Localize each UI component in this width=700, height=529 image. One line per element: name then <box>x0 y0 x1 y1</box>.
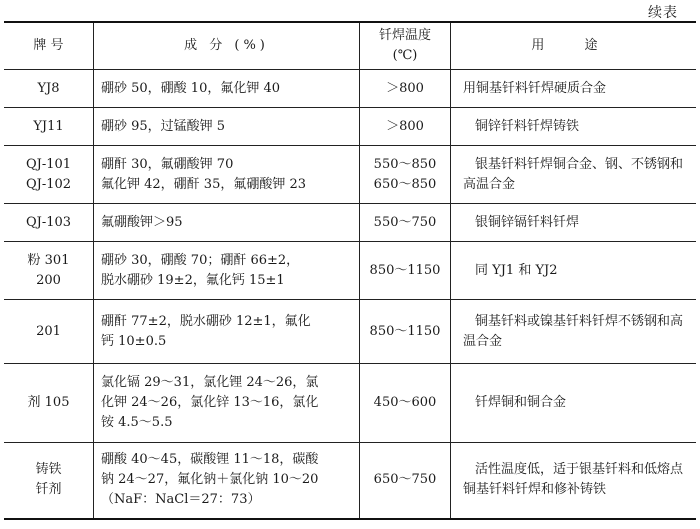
cell-grade: QJ-103 <box>4 204 94 242</box>
cell-use: 同 YJ1 和 YJ2 <box>451 242 697 300</box>
cell-use: 钎焊铜和铜合金 <box>451 364 697 443</box>
table-row <box>4 108 696 146</box>
header-brazing-temp: 钎焊温度 (℃) <box>360 22 451 70</box>
header-use: 用 途 <box>451 22 697 70</box>
cell-temp: ＞800 <box>360 108 451 146</box>
cell-composition: 硼酐 30，氟硼酸钾 70 氟化钾 42，硼酐 35，氟硼酸钾 23 <box>94 146 360 204</box>
table-row <box>4 70 696 108</box>
cell-temp: 650～750 <box>360 443 451 519</box>
cell-use: 银铜锌镉钎料钎焊 <box>451 204 697 242</box>
continued-label: 续表 <box>648 5 678 21</box>
cell-use: 银基钎料钎焊铜合金、钢、不锈钢和高温合金 <box>451 146 697 204</box>
cell-composition: 氟硼酸钾＞95 <box>94 204 360 242</box>
cell-temp: 550～850 650～850 <box>360 146 451 204</box>
cell-temp: 450～600 <box>360 364 451 443</box>
cell-composition: 氯化镉 29～31，氯化锂 24～26，氯 化钾 24～26，氯化锌 13～16，氯化 铵 4.5～5.5 <box>94 364 360 443</box>
cell-composition: 硼酐 77±2，脱水硼砂 12±1，氟化 钙 10±0.5 <box>94 300 360 364</box>
table-row <box>4 364 696 443</box>
cell-grade: QJ-101 QJ-102 <box>4 146 94 204</box>
table-header-row <box>4 22 696 70</box>
table-row <box>4 242 696 300</box>
cell-use: 活性温度低，适于银基钎料和低熔点铜基钎料钎焊和修补铸铁 <box>451 443 697 519</box>
cell-temp: 850～1150 <box>360 242 451 300</box>
cell-grade: YJ11 <box>4 108 94 146</box>
header-composition: 成 分 (%) <box>94 22 360 70</box>
cell-grade: 剂 105 <box>4 364 94 443</box>
cell-composition: 硼砂 50，硼酸 10，氟化钾 40 <box>94 70 360 108</box>
cell-temp: 550～750 <box>360 204 451 242</box>
cell-composition: 硼砂 95，过锰酸钾 5 <box>94 108 360 146</box>
cell-composition: 硼砂 30，硼酸 70；硼酐 66±2， 脱水硼砂 19±2，氟化钙 15±1 <box>94 242 360 300</box>
table-row <box>4 300 696 364</box>
flux-spec-table <box>4 21 696 520</box>
cell-temp: ＞800 <box>360 70 451 108</box>
cell-grade: YJ8 <box>4 70 94 108</box>
cell-temp: 850～1150 <box>360 300 451 364</box>
cell-use: 铜基钎料或镍基钎料钎焊不锈钢和高温合金 <box>451 300 697 364</box>
cell-use: 铜锌钎料钎焊铸铁 <box>451 108 697 146</box>
table-row <box>4 204 696 242</box>
cell-composition: 硼酸 40～45，碳酸锂 11～18，碳酸 钠 24～27，氟化钠＋氯化钠 10～20 （NaF：NaCl＝27：73） <box>94 443 360 519</box>
cell-grade: 201 <box>4 300 94 364</box>
header-grade: 牌 号 <box>4 22 94 70</box>
table-row <box>4 443 696 519</box>
cell-use: 用铜基钎料钎焊硬质合金 <box>451 70 697 108</box>
cell-grade: 铸铁 钎剂 <box>4 443 94 519</box>
cell-grade: 粉 301 200 <box>4 242 94 300</box>
table-row <box>4 146 696 204</box>
